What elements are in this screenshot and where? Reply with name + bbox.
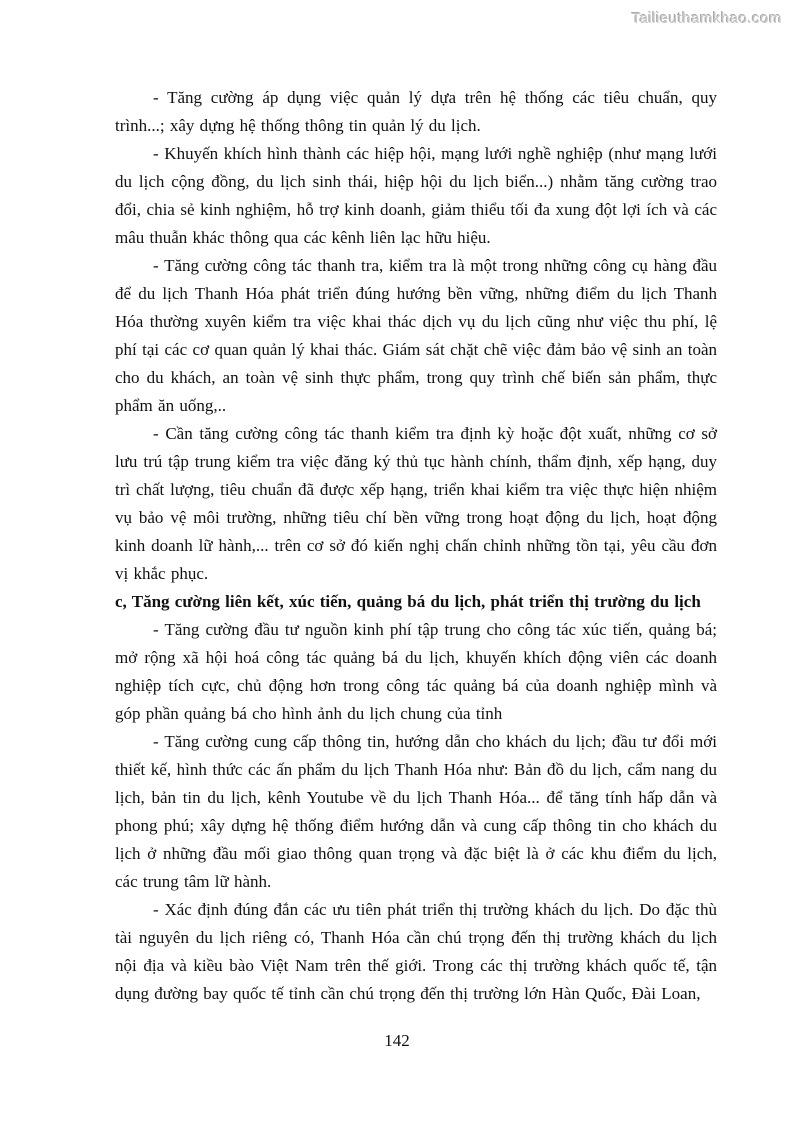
page-number: 142: [384, 1031, 410, 1050]
paragraph: - Tăng cường đầu tư nguồn kinh phí tập trung cho công tác xúc tiến, quảng bá; mở rộng xã hội hoá công tác quảng bá du lịch, khuyến khích động viên các doanh nghiệp tích cực, chủ động hơn trong công tác quảng bá của doanh nghiệp mình và góp phần quảng bá cho hình ảnh du lịch chung của tỉnh: [115, 620, 717, 723]
paragraph: - Tăng cường áp dụng việc quản lý dựa trên hệ thống các tiêu chuẩn, quy trình...; xây dựng hệ thống thông tin quản lý du lịch.: [115, 88, 717, 135]
paragraph: - Tăng cường công tác thanh tra, kiểm tra là một trong những công cụ hàng đầu để du lịch Thanh Hóa phát triển đúng hướng bền vững, những điểm du lịch Thanh Hóa thường xuyên kiểm tra việc khai thác dịch vụ du lịch cũng như việc thu phí, lệ phí tại các cơ quan quản lý khai thác. Giám sát chặt chẽ việc đảm bảo vệ sinh an toàn cho du khách, an toàn vệ sinh thực phẩm, trong quy trình chế biến sản phẩm, thực phẩm ăn uống,..: [115, 256, 717, 415]
document-body: [115, 84, 717, 1008]
paragraph: - Cần tăng cường công tác thanh kiểm tra định kỳ hoặc đột xuất, những cơ sở lưu trú tập trung kiểm tra việc đăng ký thủ tục hành chính, thẩm định, xếp hạng, duy trì chất lượng, tiêu chuẩn đã được xếp hạng, triển khai kiểm tra việc thực hiện nhiệm vụ bảo vệ môi trường, những tiêu chí bền vững trong hoạt động du lịch, hoạt động kinh doanh lữ hành,... trên cơ sở đó kiến nghị chấn chỉnh những tồn tại, yêu cầu đơn vị khắc phục.: [115, 424, 717, 583]
paragraph: - Xác định đúng đắn các ưu tiên phát triển thị trường khách du lịch. Do đặc thù tài nguyên du lịch riêng có, Thanh Hóa cần chú trọng đến thị trường khách du lịch nội địa và kiều bào Việt Nam trên thế giới. Trong các thị trường khách quốc tế, tận dụng đường bay quốc tế tỉnh cần chú trọng đến thị trường lớn Hàn Quốc, Đài Loan,: [115, 900, 717, 1003]
paragraph: - Tăng cường cung cấp thông tin, hướng dẫn cho khách du lịch; đầu tư đổi mới thiết kế, hình thức các ấn phẩm du lịch Thanh Hóa như: Bản đồ du lịch, cẩm nang du lịch, bản tin du lịch, kênh Youtube về du lịch Thanh Hóa... để tăng tính hấp dẫn và phong phú; xây dựng hệ thống điểm hướng dẫn và cung cấp thông tin cho khách du lịch ở những đầu mối giao thông quan trọng và đặc biệt là ở các khu điểm du lịch, các trung tâm lữ hành.: [115, 732, 717, 891]
section-heading: c, Tăng cường liên kết, xúc tiến, quảng bá du lịch, phát triển thị trường du lịch: [115, 592, 701, 611]
paragraph: - Khuyến khích hình thành các hiệp hội, mạng lưới nghề nghiệp (như mạng lưới du lịch cộng đồng, du lịch sinh thái, hiệp hội du lịch biển...) nhằm tăng cường trao đổi, chia sẻ kinh nghiệm, hỗ trợ kinh doanh, giảm thiểu tối đa xung đột lợi ích và các mâu thuẫn khác thông qua các kênh liên lạc hữu hiệu.: [115, 144, 717, 247]
watermark: Tailieuthamkhao.com: [631, 10, 782, 27]
